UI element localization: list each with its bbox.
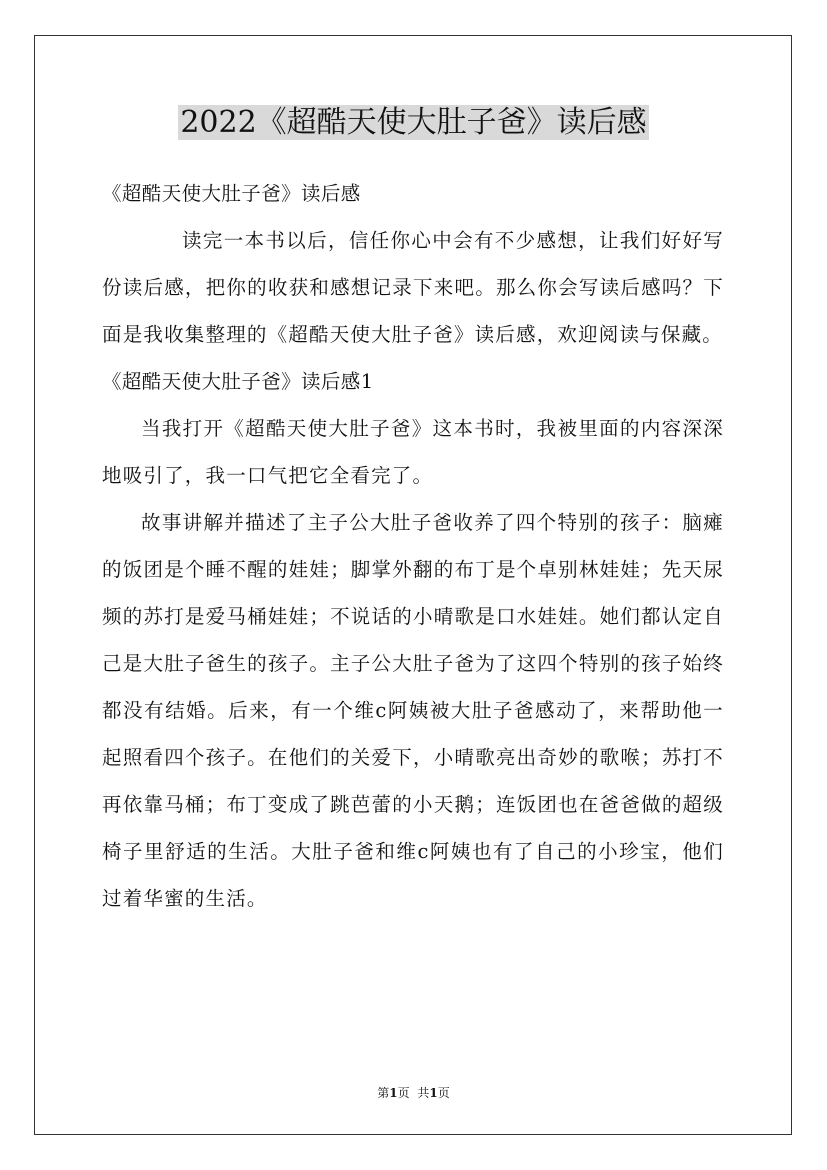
- intro-paragraph: 读完一本书以后，信任你心中会有不少感想，让我们好好写份读后感，把你的收获和感想记录下来吧。那么你会写读后感吗？下面是我收集整理的《超酷天使大肚子爸》读后感，欢迎阅读与保藏。: [102, 229, 724, 346]
- total-prefix: 共: [417, 1086, 430, 1100]
- document-title: [0, 100, 827, 146]
- page-number: 1: [389, 1086, 398, 1100]
- page-total: 1: [429, 1086, 438, 1100]
- document-title-text: 2022《超酷天使大肚子爸》读后感: [180, 105, 647, 140]
- document-subtitle: 《超酷天使大肚子爸》读后感: [102, 182, 361, 205]
- body-paragraph-1: 当我打开《超酷天使大肚子爸》这本书时，我被里面的内容深深地吸引了，我一口气把它全看完了。: [102, 417, 724, 487]
- page-footer: [0, 1085, 827, 1101]
- page-label: 页: [397, 1086, 410, 1100]
- total-label: 页: [437, 1086, 450, 1100]
- page-prefix: 第: [377, 1086, 390, 1100]
- document-body: [102, 170, 724, 922]
- body-paragraph-2: 故事讲解并描述了主子公大肚子爸收养了四个特别的孩子：脑瘫的饭团是个睡不醒的娃娃；脚掌外翻的布丁是个卓别林娃娃；先天尿频的苏打是爱马桶娃娃；不说话的小晴歌是口水娃娃。她们都认定自己是大肚子爸生的孩子。主子公大肚子爸为了这四个特别的孩子始终都没有结婚。后来，有一个维c阿姨被大肚子爸感动了，来帮助他一起照看四个孩子。在他们的关爱下，小晴歌亮出奇妙的歌喉；苏打不再依靠马桶；布丁变成了跳芭蕾的小天鹅；连饭团也在爸爸做的超级椅子里舒适的生活。大肚子爸和维c阿姨也有了自己的小珍宝，他们过着华蜜的生活。: [102, 511, 724, 910]
- section-heading: 《超酷天使大肚子爸》读后感1: [102, 370, 374, 393]
